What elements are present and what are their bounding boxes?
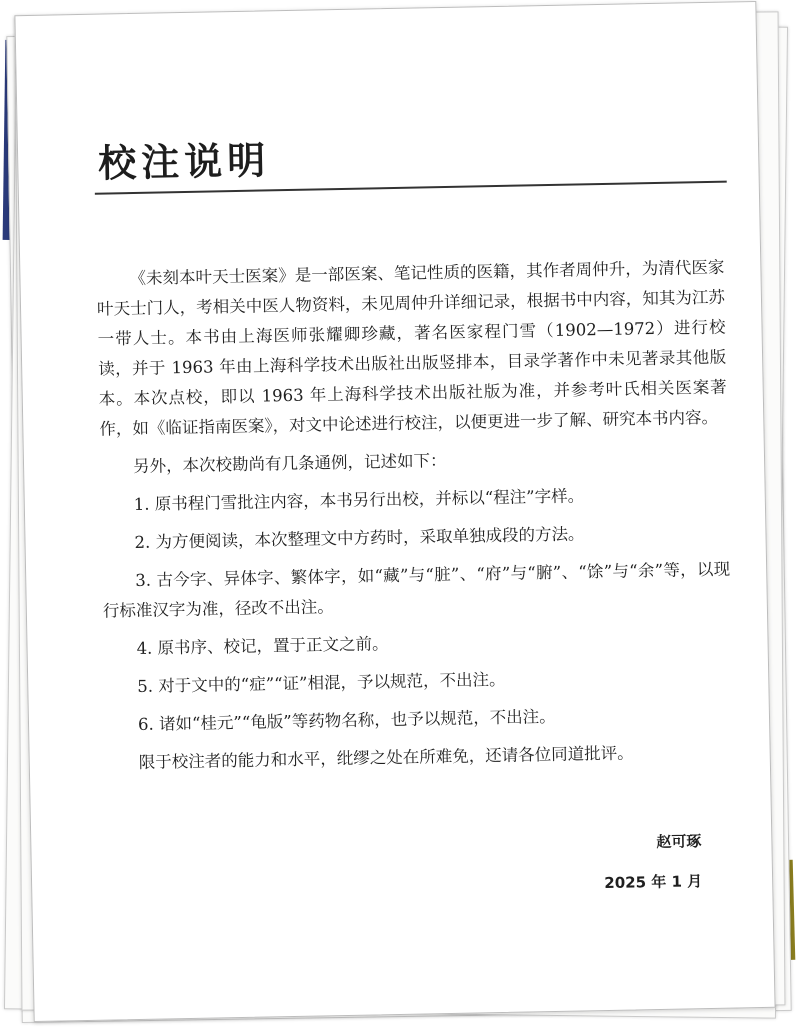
signature-block xyxy=(603,821,702,903)
paragraph: 限于校注者的能力和水平，纰缪之处在所难免，还请各位同道批评。 xyxy=(138,743,634,772)
paragraph: 5. 对于文中的“症”“证”相混，予以规范，不出注。 xyxy=(137,669,506,696)
signature-date: 2025 年 1 月 xyxy=(604,872,703,893)
paragraph: 3. 古今字、异体字、繁体字，如“藏”与“脏”、“府”与“腑”、“馀”与“余”等，以现行标准汉字为准，径改不出注。 xyxy=(102,559,731,621)
author-name: 赵可琢 xyxy=(656,832,702,852)
document-page xyxy=(14,1,775,1022)
paragraph: 另外，本次校勘尚有几条通例，记述如下： xyxy=(132,451,447,477)
paragraph: 1. 原书程门雪批注内容，本书另行出校，并标以“程注”字样。 xyxy=(133,486,585,515)
paragraph: 2. 为方便阅读，本次整理文中方药时，采取单独成段的方法。 xyxy=(134,524,585,553)
paragraph: 《未刻本叶天士医案》是一部医案、笔记性质的医籍，其作者周仲升，为清代医家叶天士门人，考相关中医人物资料，未见周仲升详细记录，根据书中内容，知其为江苏一带人士。本书由上海医师张耀卿珍藏，著名医家程门雪（1902—1972）进行校读，并于 1963 年由上海科学技术出版社出版竖排本，目录学著作中未见著录其他版本。本次点校，即以 1963 年上海科学技术出版社版为准，并参考叶氏相关医案著作，如《临证指南医案》，对文中论述进行校注，以便更进一步了解、研究本书内容。 xyxy=(96,257,727,439)
paragraph: 6. 诸如“桂元”“龟版”等药物名称，也予以规范，不出注。 xyxy=(137,706,556,734)
body-text xyxy=(96,253,734,787)
page-title: 校注说明 xyxy=(97,138,271,186)
paragraph: 4. 原书序、校记，置于正文之前。 xyxy=(136,634,389,658)
